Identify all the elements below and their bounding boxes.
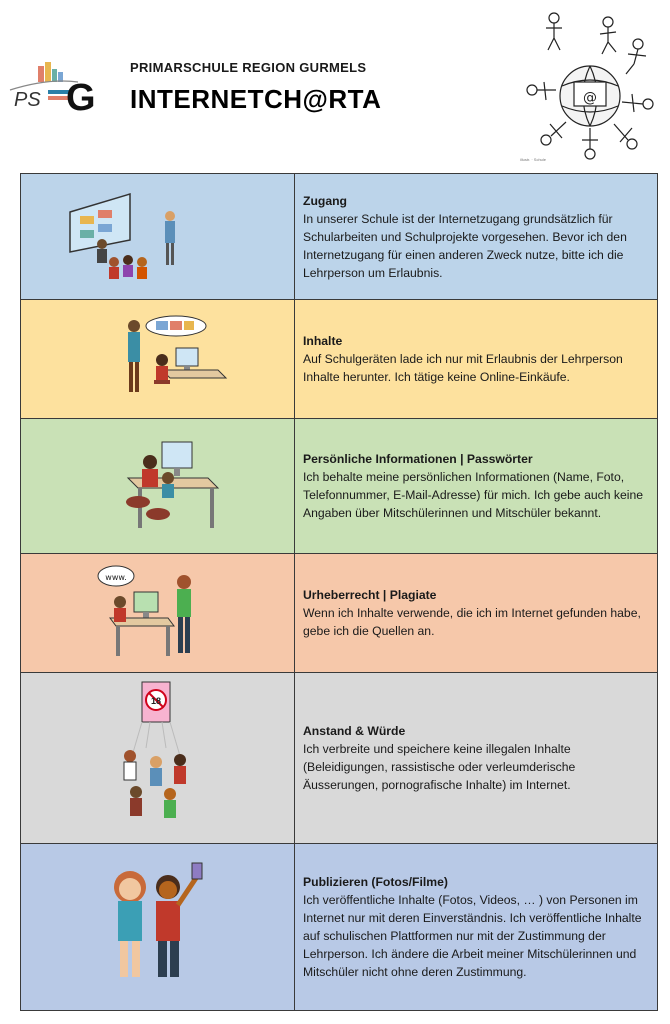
row-title: Zugang — [303, 193, 348, 208]
classroom-screen-illustration — [21, 174, 295, 299]
page-title: INTERNETCH@RTA — [130, 84, 382, 114]
row-title: Inhalte — [303, 334, 343, 348]
svg-text:www.: www. — [104, 573, 127, 582]
svg-text:@: @ — [583, 90, 597, 106]
row-title: Anstand & Würde — [303, 724, 406, 738]
charter-row-access — [21, 174, 657, 299]
charter-row-copyright — [21, 553, 657, 672]
row-text: Ich veröffentliche Inhalte (Fotos, Videos, … ) von Personen im Internet nur mit deren Einverständnis. Ich veröffentliche Inhalte auf schulischen Plattformen nur mit der Zustimmung der Lehrperson. Ich ändere die Arbeit meiner Mitschülerinnen und Mitschüler nicht ohne deren Zustimmung. — [303, 893, 642, 979]
charter-row-content — [21, 299, 657, 418]
charter-row-personal-info — [21, 418, 657, 553]
svg-text:18: 18 — [150, 696, 161, 706]
charter-row-decency — [21, 672, 657, 843]
download-illustration — [21, 300, 295, 418]
sources-illustration — [21, 554, 295, 672]
school-name: PRIMARSCHULE REGION GURMELS — [130, 60, 367, 75]
row-title: Publizieren (Fotos/Filme) — [303, 875, 448, 889]
age-restriction-illustration — [21, 673, 295, 843]
selfie-illustration — [21, 844, 295, 1010]
svg-text:G: G — [66, 77, 96, 116]
school-logo — [8, 60, 108, 116]
svg-text:PS: PS — [14, 89, 41, 111]
computer-pair-illustration — [21, 419, 295, 553]
charter-row-publishing — [21, 843, 657, 1010]
globe-kids-illustration — [516, 4, 662, 166]
row-title: Persönliche Informationen | Passwörter — [303, 452, 533, 466]
row-title: Urheberrecht | Plagiate — [303, 588, 437, 602]
charter-table — [20, 173, 658, 1011]
illustration-credit: illustr. · Schule — [520, 157, 547, 162]
row-text: Auf Schulgeräten lade ich nur mit Erlaubnis der Lehrperson Inhalte herunter. Ich tätige keine Online-Einkäufe. — [303, 352, 623, 384]
row-text: Ich verbreite und speichere keine illegalen Inhalte (Beleidigungen, rassistische oder verleumderische Äusserungen, pornografische Inhalte) im Internet. — [303, 742, 576, 792]
row-text: Wenn ich Inhalte verwende, die ich im Internet gefunden habe, gebe ich die Quellen an. — [303, 606, 641, 638]
row-text: In unserer Schule ist der Internetzugang grundsätzlich für Schularbeiten und Schulprojekte vorgesehen. Bevor ich den Internetzugang für einen anderen Zweck nutze, bitte ich die Lehrperson um Erlaubnis. — [303, 211, 627, 280]
row-text: Ich behalte meine persönlichen Informationen (Name, Foto, Telefonnummer, E-Mail-Adresse) für mich. Ich gebe auch keine Angaben über Mitschülerinnen und Mitschüler bekannt. — [303, 470, 644, 520]
page-header — [0, 0, 670, 172]
